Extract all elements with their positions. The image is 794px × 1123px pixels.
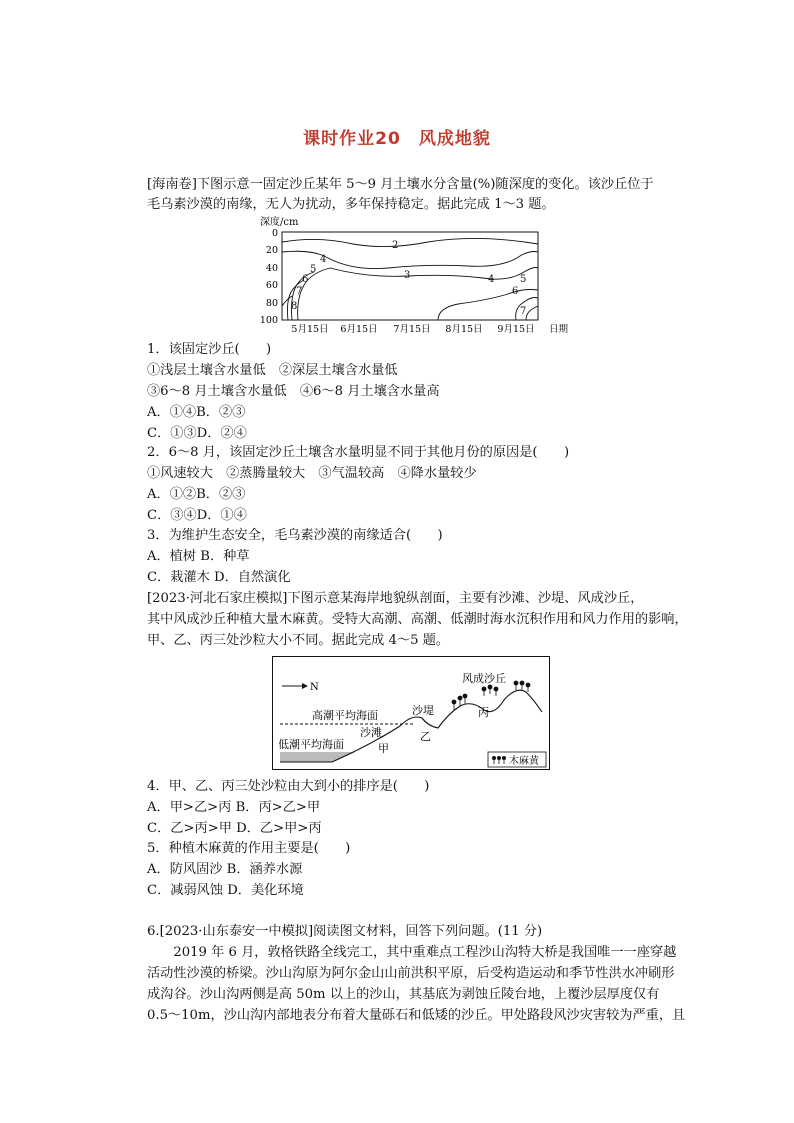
passage-line: 活动性沙漠的桥梁。沙山沟原为阿尔金山山前洪积平原，后受构造运动和季节性洪水冲刷形 [147, 966, 675, 981]
contour-label: 5 [520, 274, 527, 285]
option-line: A．防风固沙 B．涵养水源 [147, 862, 303, 877]
x-tick: 5月15日 [291, 324, 329, 335]
option-line: C．③④D．①④ [147, 508, 247, 523]
intro-text: 其中风成沙丘种植大量木麻黄。受特大高潮、高潮、低潮时海水沉积作用和风力作用的影响， [147, 612, 688, 627]
option-line: C．栽灌木 D．自然演化 [147, 570, 291, 585]
contour-label: 6 [302, 274, 309, 285]
y-tick: 0 [271, 228, 278, 239]
option-line: A．植树 B．种草 [147, 549, 250, 564]
x-tick: 8月15日 [445, 324, 483, 335]
question-3: 3．为维护生态安全，毛乌素沙漠的南缘适合( ) [147, 528, 443, 543]
y-tick: 20 [265, 245, 278, 256]
soil-moisture-contour-figure [258, 216, 568, 336]
high-tide-label: 高潮平均海面 [312, 709, 378, 722]
point-yi-label: 乙 [420, 730, 431, 743]
contour-label: 4 [320, 254, 327, 265]
question-6: 6.[2023·山东泰安一中模拟]阅读图文材料，回答下列问题。(11 分) [147, 924, 543, 939]
option-line: C．减弱风蚀 D．美化环境 [147, 883, 304, 898]
x-tick: 7月15日 [393, 324, 431, 335]
option-line: A．甲>乙>丙 B．丙>乙>甲 [147, 800, 321, 815]
passage-line: 成沟谷。沙山沟两侧是高 50m 以上的沙山，其基底为剥蚀丘陵台地，上覆沙层厚度仅有 [147, 987, 660, 1002]
north-label: N [310, 682, 319, 693]
contour-label: 8 [291, 301, 298, 312]
contour-line [282, 238, 538, 246]
intro-text: [2023·河北石家庄模拟]下图示意某海岸地貌纵剖面，主要有沙滩、沙堤、风成沙丘， [147, 591, 644, 606]
option-line: A．①④B．②③ [147, 405, 246, 420]
dune-label: 风成沙丘 [462, 672, 506, 685]
y-tick: 40 [265, 263, 278, 274]
option-line: ①浅层土壤含水量低 ②深层土壤含水量低 [147, 363, 398, 378]
option-line: ①风速较大 ②蒸腾量较大 ③气温较高 ④降水量较少 [147, 466, 477, 481]
y-tick: 80 [265, 298, 278, 309]
contour-label: 2 [392, 240, 399, 251]
option-line: C．①③D．②④ [147, 426, 247, 441]
question-4: 4．甲、乙、丙三处沙粒由大到小的排序是( ) [147, 779, 430, 794]
x-tick: 9月15日 [497, 324, 535, 335]
legend-label: 木麻黄 [509, 756, 539, 767]
page-title: 课时作业20 风成地貌 [303, 129, 491, 149]
legend-tree-icon [492, 756, 505, 764]
question-1: 1．该固定沙丘( ) [147, 342, 272, 357]
contour-label: 4 [488, 274, 495, 285]
contour-label: 5 [310, 264, 317, 275]
sand-bar-label: 沙堤 [412, 704, 434, 717]
y-tick: 60 [265, 280, 278, 291]
point-bing-label: 丙 [478, 706, 489, 719]
y-axis-label: 深度/cm [260, 217, 299, 228]
contour-label: 7 [520, 306, 527, 317]
intro-text: [海南卷]下图示意一固定沙丘某年 5～9 月土壤水分含量(%)随深度的变化。该沙丘位于 [147, 177, 654, 192]
contour-line [298, 268, 538, 321]
contour-label: 6 [512, 286, 519, 297]
contour-line [526, 306, 538, 320]
contour-label: 3 [404, 270, 411, 281]
option-line: A．①②B．②③ [147, 487, 246, 502]
low-tide-label: 低潮平均海面 [278, 738, 344, 751]
question-2: 2．6～8 月，该固定沙丘土壤含水量明显不同于其他月份的原因是( ) [147, 445, 570, 460]
option-line: C．乙>丙>甲 D．乙>甲>丙 [147, 821, 322, 836]
y-tick: 100 [259, 315, 278, 326]
contour-label: 7 [296, 286, 303, 297]
intro-text: 毛乌素沙漠的南缘，无人为扰动，多年保持稳定。据此完成 1～3 题。 [147, 197, 555, 212]
passage-line: 2019 年 6 月，敦格铁路全线完工，其中重难点工程沙山沟特大桥是我国唯一一座穿越 [147, 945, 677, 960]
passage-line: 0.5～10m，沙山沟内部地表分布着大量砾石和低矮的沙丘。甲处路段风沙灾害较为严重，且 [147, 1008, 686, 1023]
point-jia-label: 甲 [378, 742, 389, 755]
coastal-profile-figure [272, 656, 550, 770]
question-5: 5．种植木麻黄的作用主要是( ) [147, 841, 351, 856]
x-axis-label: 日期 [549, 324, 568, 335]
x-tick: 6月15日 [340, 324, 378, 335]
intro-text: 甲、乙、丙三处沙粒大小不同。据此完成 4～5 题。 [147, 633, 450, 648]
beach-label: 沙滩 [360, 726, 382, 739]
option-line: ③6～8 月土壤含水量低 ④6～8 月土壤含水量高 [147, 384, 440, 399]
